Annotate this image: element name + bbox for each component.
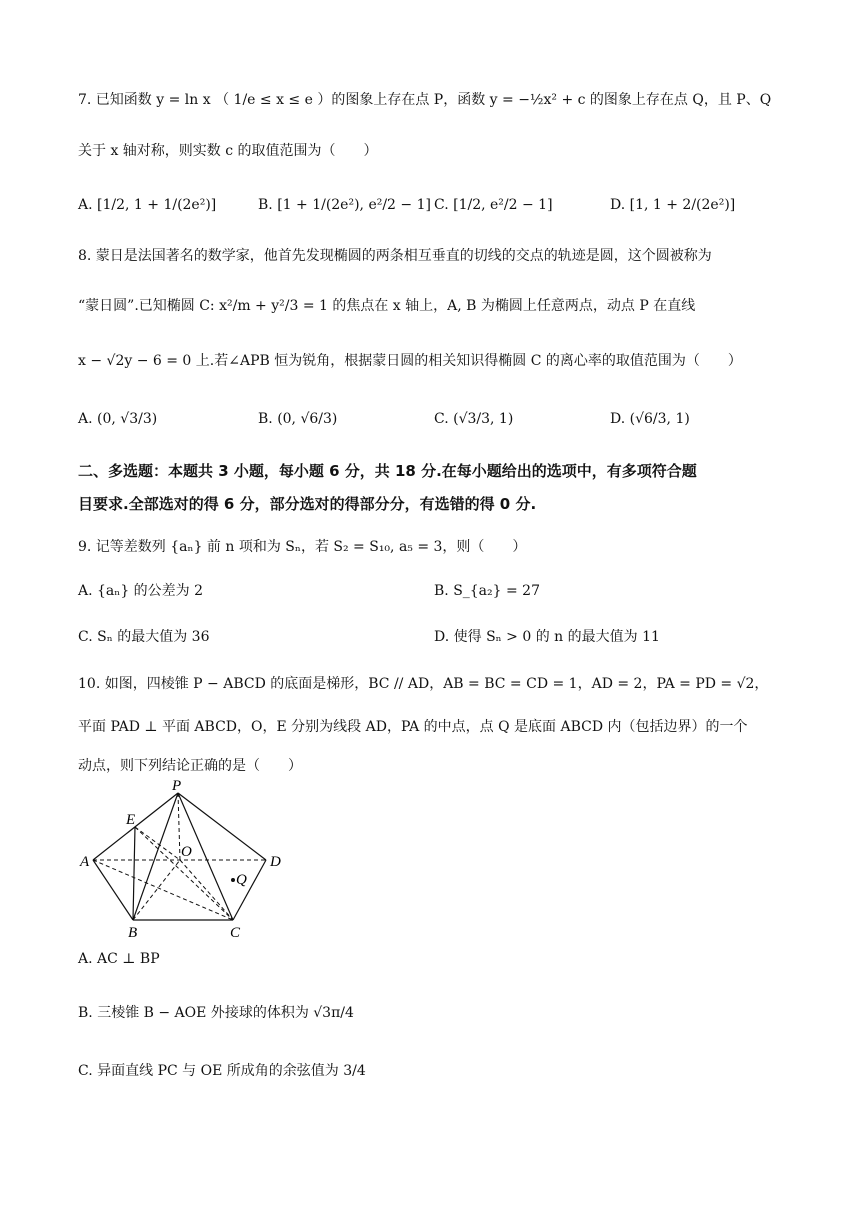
q7-option-b: B. [1 + 1/(2e²), e²/2 − 1]: [258, 197, 431, 213]
pyramid-figure: [78, 780, 293, 940]
q9-option-a: A. {aₙ} 的公差为 2: [78, 583, 204, 599]
q9-option-d: D. 使得 Sₙ > 0 的 n 的最大值为 11: [434, 629, 660, 645]
q7-line1: 7. 已知函数 y = ln x （ 1/e ≤ x ≤ e ）的图象上存在点 P，函数 y = −½x² + c 的图象上存在点 Q，且 P、Q: [78, 92, 772, 108]
edge-AC-dashed: [93, 860, 233, 920]
q7-line2: 关于 x 轴对称，则实数 c 的取值范围为（ ）: [78, 143, 378, 159]
q10-line1: 10. 如图，四棱锥 P − ABCD 的底面是梯形，BC // AD，AB = BC = CD = 1，AD = 2，PA = PD = √2，: [78, 676, 769, 692]
edge-OC-dashed: [180, 860, 233, 920]
section2-heading-line1: 二、多选题：本题共 3 小题，每小题 6 分，共 18 分.在每小题给出的选项中，有多项符合题: [78, 462, 697, 480]
q7-option-d: D. [1, 1 + 2/(2e²)]: [610, 197, 736, 213]
label-E: E: [126, 812, 136, 828]
edge-PO-dashed: [178, 793, 180, 860]
edge-EO-dashed: [135, 827, 180, 860]
label-O: O: [181, 844, 192, 860]
edge-PA: [93, 793, 178, 860]
q10-option-a: A. AC ⊥ BP: [78, 951, 160, 967]
q9-option-b: B. S_{a₂} = 27: [434, 583, 540, 599]
edge-CD: [233, 860, 266, 920]
point-Q-dot: [231, 878, 235, 882]
label-P: P: [172, 780, 182, 794]
q10-option-c: C. 异面直线 PC 与 OE 所成角的余弦值为 3/4: [78, 1063, 366, 1079]
q8-option-a: A. (0, √3/3): [78, 411, 158, 427]
q8-line2: “蒙日圆”.已知椭圆 C: x²/m + y²/3 = 1 的焦点在 x 轴上，A, B 为椭圆上任意两点，动点 P 在直线: [78, 298, 696, 314]
edge-EB: [133, 827, 135, 920]
q9-option-c: C. Sₙ 的最大值为 36: [78, 629, 210, 645]
q9-stem: 9. 记等差数列 {aₙ} 前 n 项和为 Sₙ，若 S₂ = S₁₀, a₅ = 3，则（ ）: [78, 539, 527, 555]
q7-option-c: C. [1/2, e²/2 − 1]: [434, 197, 553, 213]
q8-line3: x − √2y − 6 = 0 上.若∠APB 恒为锐角，根据蒙日圆的相关知识得椭圆 C 的离心率的取值范围为（ ）: [78, 353, 742, 369]
q7-option-a: A. [1/2, 1 + 1/(2e²)]: [78, 197, 217, 213]
q8-option-c: C. (√3/3, 1): [434, 411, 514, 427]
label-A: A: [80, 854, 90, 870]
label-D: D: [270, 854, 281, 870]
section2-heading-line2: 目要求.全部选对的得 6 分，部分选对的得部分分，有选错的得 0 分.: [78, 495, 537, 513]
label-Q: Q: [236, 872, 247, 888]
q8-option-b: B. (0, √6/3): [258, 411, 338, 427]
edge-PB: [133, 793, 178, 920]
q10-line3: 动点，则下列结论正确的是（ ）: [78, 758, 302, 774]
label-C: C: [230, 925, 241, 940]
q8-line1: 8. 蒙日是法国著名的数学家，他首先发现椭圆的两条相互垂直的切线的交点的轨迹是圆，这个圆被称为: [78, 248, 712, 264]
q8-option-d: D. (√6/3, 1): [610, 411, 690, 427]
edge-BO-dashed: [133, 860, 180, 920]
q10-option-b: B. 三棱锥 B − AOE 外接球的体积为 √3π/4: [78, 1005, 354, 1021]
label-B: B: [128, 925, 138, 940]
q10-line2: 平面 PAD ⊥ 平面 ABCD，O，E 分别为线段 AD，PA 的中点，点 Q 是底面 ABCD 内（包括边界）的一个: [78, 719, 748, 735]
